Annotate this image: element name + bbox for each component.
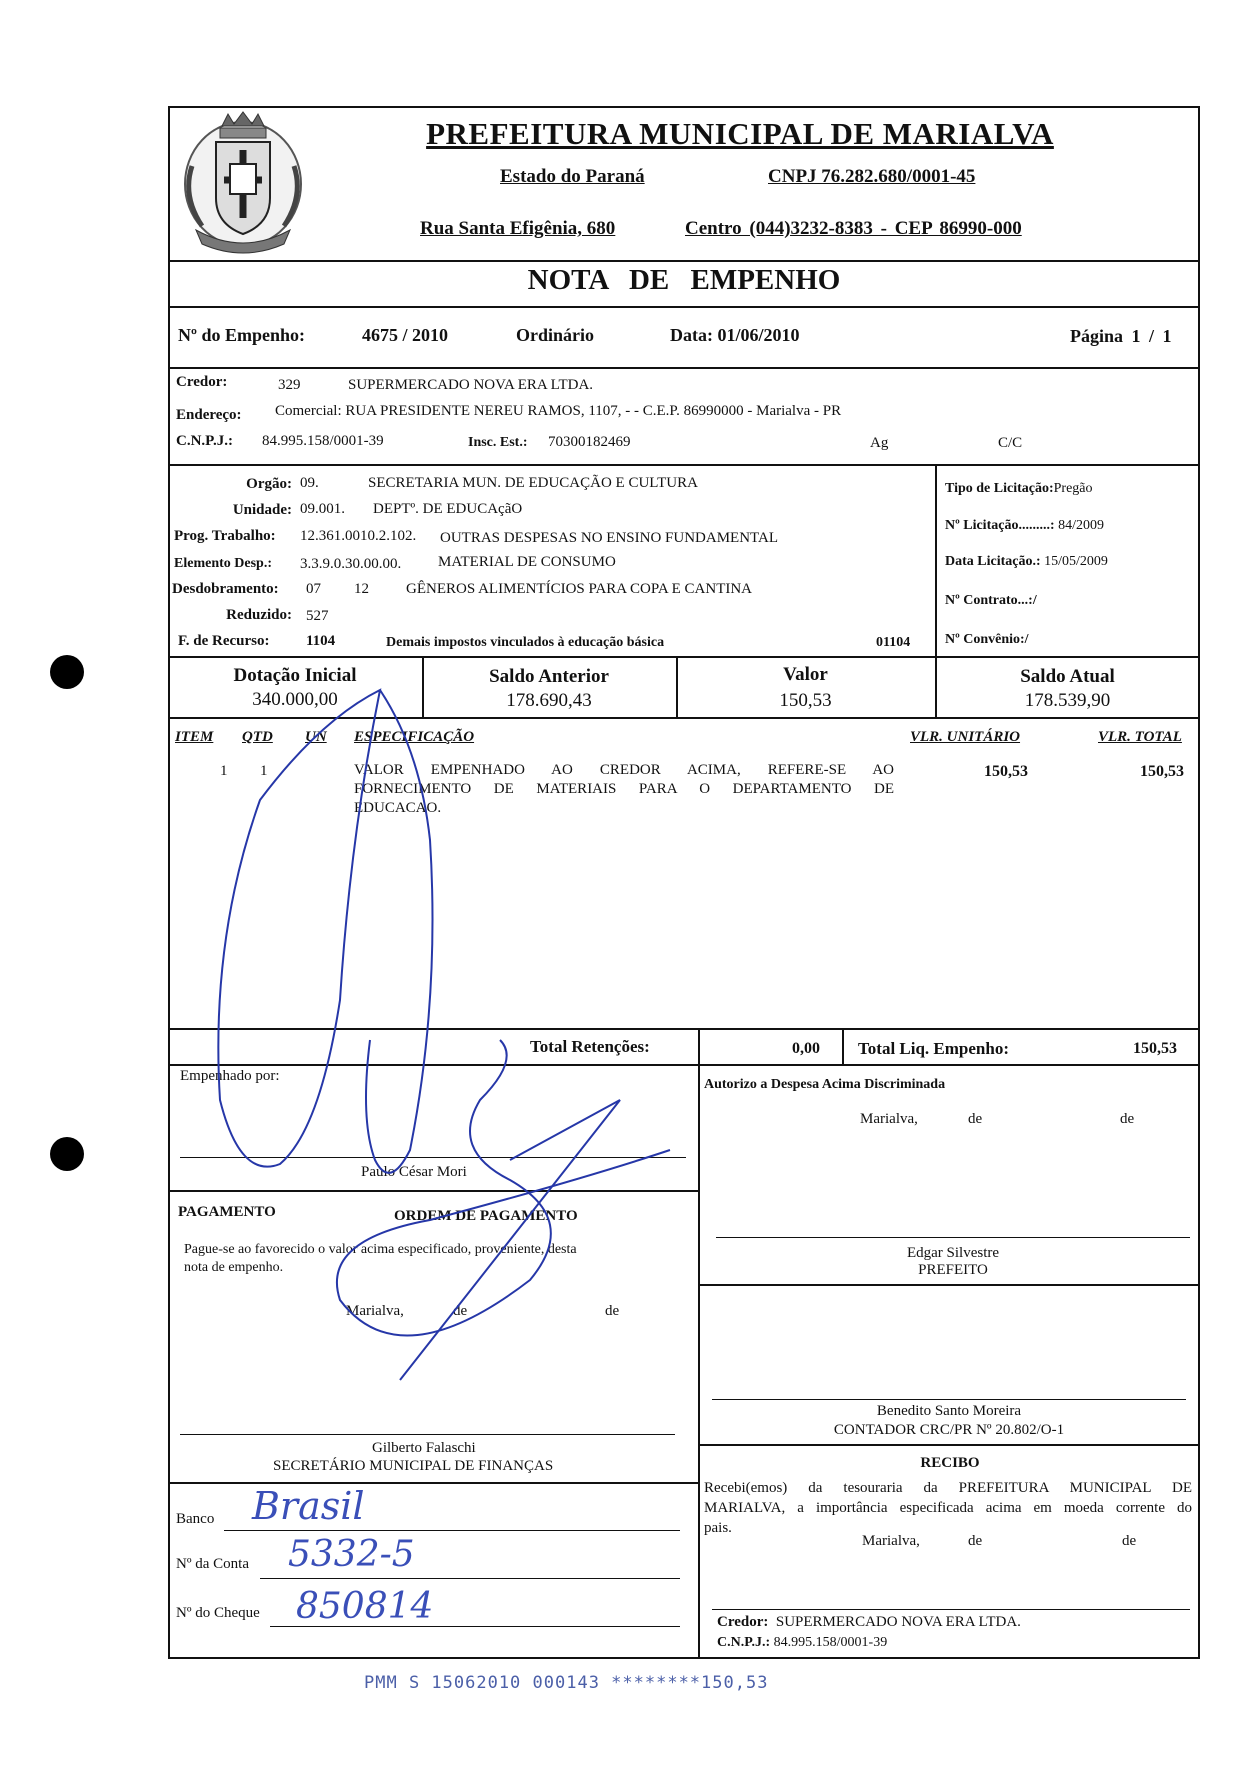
item-spec-line3: EDUCACAO.: [354, 800, 442, 816]
autorizo-de2: de: [1120, 1111, 1135, 1127]
contador-name: Benedito Santo Moreira: [876, 1403, 1022, 1419]
unidade-code: 09.001.: [300, 501, 345, 517]
recurso-number: 01104: [876, 635, 911, 650]
insc-label: Insc. Est.:: [468, 435, 528, 450]
divider: [168, 1482, 698, 1484]
recibo-cnpj-value: 84.995.158/0001-39: [773, 1635, 888, 1650]
autorizo-place: Marialva,: [860, 1111, 918, 1127]
desdobramento-name: GÊNEROS ALIMENTÍCIOS PARA COPA E CANTINA: [406, 581, 753, 597]
col-item: ITEM: [175, 729, 214, 745]
recibo-cnpj: [717, 1635, 887, 1651]
credor-code: 329: [278, 377, 301, 393]
contador-role: CONTADOR CRC/PR Nº 20.802/O-1: [833, 1422, 1065, 1438]
item-number: 1: [220, 763, 228, 779]
banco-value: Brasil: [252, 1484, 365, 1528]
desdobramento-label: Desdobramento:: [172, 581, 279, 597]
signature-scribble-icon: [200, 680, 680, 1440]
pagamento-text-line1: Pague-se ao favorecido o valor acima especificado, proveniente, desta: [184, 1242, 577, 1257]
pagamento-label: PAGAMENTO: [178, 1204, 276, 1220]
recurso-name: Demais impostos vinculados à educação básica: [386, 635, 665, 650]
signature-line: [712, 1399, 1186, 1400]
divider: [698, 1444, 1200, 1446]
item-spec-line2: FORNECIMENTO DE MATERIAIS PARA O DEPARTAMENTO DE: [354, 781, 894, 797]
signature-line: [716, 1237, 1190, 1238]
signature-line: [712, 1609, 1190, 1610]
banco-label: Banco: [176, 1511, 215, 1527]
tipo-licitacao-label: [945, 481, 1093, 497]
divider: [168, 306, 1200, 308]
orgao-name: SECRETARIA MUN. DE EDUCAÇÃO E CULTURA: [368, 475, 698, 491]
recibo-text-line2: MARIALVA, a importância especificada acima em moeda corrente do: [704, 1500, 1192, 1516]
divider: [842, 1028, 844, 1064]
col-total-value: VLR. TOTAL: [1098, 729, 1182, 745]
punch-hole-bottom: [50, 1137, 84, 1171]
cnpj-header: CNPJ 76.282.680/0001-45: [768, 166, 976, 187]
recibo-title: RECIBO: [920, 1455, 980, 1471]
pagamento-text-line2: nota de empenho.: [184, 1260, 284, 1275]
valor-label: Valor: [783, 664, 828, 685]
document-title: NOTA DE EMPENHO: [527, 264, 841, 296]
autorizo-de1: de: [968, 1111, 983, 1127]
credor-label: Credor:: [176, 374, 228, 390]
empenho-date: Data: 01/06/2010: [670, 325, 800, 345]
valor-value: 150,53: [779, 690, 832, 711]
pagamento-de1: de: [453, 1303, 468, 1319]
divider: [698, 1028, 700, 1659]
liq-empenho-value: 150,53: [1133, 1040, 1177, 1057]
saldo-atual-label: Saldo Atual: [1020, 666, 1115, 687]
divider: [935, 464, 937, 658]
divider: [698, 1284, 1200, 1286]
recibo-text-line3: pais.: [704, 1520, 732, 1536]
field-line: [224, 1530, 680, 1531]
recurso-code: 1104: [306, 633, 336, 649]
recibo-credor: [717, 1614, 1021, 1631]
empenho-number-label: Nº do Empenho:: [178, 325, 305, 345]
reduzido-label: Reduzido:: [226, 607, 292, 623]
ordem-pagamento-label: ORDEM DE PAGAMENTO: [394, 1208, 578, 1224]
col-unit-value: VLR. UNITÁRIO: [910, 729, 1021, 745]
recibo-place: Marialva,: [862, 1533, 920, 1549]
tipo-licitacao-value: Pregão: [1053, 481, 1093, 496]
recibo-de2: de: [1122, 1533, 1137, 1549]
dotacao-inicial-value: 340.000,00: [252, 689, 338, 710]
saldo-anterior-value: 178.690,43: [506, 690, 592, 711]
elemento-label: Elemento Desp.:: [174, 556, 272, 571]
pagamento-place: Marialva,: [346, 1303, 404, 1319]
item-spec-line1: VALOR EMPENHADO AO CREDOR ACIMA, REFERE-SE AO: [354, 762, 894, 778]
empenho-number: 4675 / 2010: [362, 325, 449, 345]
municipality-title: PREFEITURA MUNICIPAL DE MARIALVA: [426, 116, 1054, 151]
prog-name: OUTRAS DESPESAS NO ENSINO FUNDAMENTAL: [440, 530, 778, 546]
conta-label: Nº da Conta: [176, 1556, 249, 1572]
divider: [168, 367, 1200, 369]
desdobramento-a: 07: [306, 581, 321, 597]
contact-info: Centro (044)3232-8383 - CEP 86990-000: [685, 218, 1022, 239]
item-unit-value: 150,53: [984, 763, 1028, 780]
divider: [168, 656, 1200, 658]
col-qtd: QTD: [242, 729, 273, 745]
contrato-label: Nº Contrato...:/: [945, 593, 1037, 608]
data-licitacao-value: 15/05/2009: [1044, 554, 1108, 569]
convenio-label: Nº Convênio:/: [945, 632, 1029, 647]
elemento-code: 3.3.9.0.30.00.00.: [300, 556, 402, 572]
recibo-de1: de: [968, 1533, 983, 1549]
autorizo-label: Autorizo a Despesa Acima Discriminada: [704, 1077, 946, 1092]
desdobramento-b: 12: [354, 581, 369, 597]
credor-address: Comercial: RUA PRESIDENTE NEREU RAMOS, 1107, - - C.E.P. 86990000 - Marialva - PR: [275, 403, 842, 419]
prog-code: 12.361.0010.2.102.: [300, 528, 417, 544]
address-label: Endereço:: [176, 407, 242, 423]
col-un: UN: [305, 729, 327, 745]
credor-cnpj: 84.995.158/0001-39: [262, 433, 384, 449]
state-name: Estado do Paraná: [500, 166, 645, 187]
item-total-value: 150,53: [1140, 763, 1184, 780]
col-spec: ESPECIFICAÇÃO: [354, 729, 475, 745]
cheque-value: 850814: [296, 1586, 434, 1627]
prefeito-role: PREFEITO: [918, 1262, 988, 1278]
coat-of-arms-icon: [172, 106, 314, 256]
street-address: Rua Santa Efigênia, 680: [420, 218, 616, 239]
orgao-label: Orgão:: [246, 476, 292, 492]
data-licitacao-label-text: Data Licitação.:: [945, 554, 1041, 569]
unidade-label: Unidade:: [232, 502, 292, 518]
conta-value: 5332-5: [288, 1534, 415, 1575]
num-licitacao-label: [945, 518, 1104, 534]
recibo-text-line1: Recebi(emos) da tesouraria da PREFEITURA MUNICIPAL DE: [704, 1480, 1192, 1496]
prefeito-name: Edgar Silvestre: [906, 1245, 1000, 1261]
recibo-credor-name: SUPERMERCADO NOVA ERA LTDA.: [775, 1614, 1021, 1630]
unidade-name: DEPTº. DE EDUCAçãO: [373, 501, 523, 517]
item-qty: 1: [260, 763, 268, 779]
recibo-cnpj-label: C.N.P.J.:: [717, 1635, 771, 1650]
saldo-anterior-label: Saldo Anterior: [489, 666, 609, 687]
insc-value: 70300182469: [548, 434, 631, 450]
cc-label: C/C: [998, 435, 1023, 451]
payment-stamp: PMM S 15062010 000143 ********150,53: [364, 1673, 769, 1693]
empenho-type: Ordinário: [516, 325, 595, 345]
num-licitacao-label-text: Nº Licitação.........:: [945, 518, 1055, 533]
credor-name: SUPERMERCADO NOVA ERA LTDA.: [348, 377, 594, 393]
empenhado-name: Paulo César Mori: [361, 1164, 467, 1180]
secretario-name: Gilberto Falaschi: [372, 1440, 476, 1456]
secretario-role: SECRETÁRIO MUNICIPAL DE FINANÇAS: [273, 1458, 554, 1474]
liq-empenho-label: Total Liq. Empenho:: [858, 1039, 1009, 1058]
prog-label: Prog. Trabalho:: [174, 528, 276, 544]
saldo-atual-value: 178.539,90: [1024, 690, 1111, 711]
tipo-licitacao-label-text: Tipo de Licitação:: [945, 481, 1054, 496]
data-licitacao-label: [945, 554, 1108, 570]
cnpj-label: C.N.P.J.:: [176, 433, 233, 449]
num-licitacao-value: 84/2009: [1058, 518, 1104, 533]
elemento-name: MATERIAL DE CONSUMO: [438, 554, 616, 570]
orgao-code: 09.: [300, 475, 319, 491]
reduzido-value: 527: [306, 608, 329, 624]
ag-label: Ag: [870, 435, 889, 451]
divider: [168, 260, 1200, 262]
dotacao-inicial-label: Dotação Inicial: [233, 665, 357, 686]
retencoes-value: 0,00: [792, 1040, 820, 1057]
recurso-label: F. de Recurso:: [178, 633, 270, 649]
page-number: Página 1 / 1: [1070, 326, 1172, 346]
field-line: [260, 1578, 680, 1579]
retencoes-label: Total Retenções:: [530, 1037, 650, 1056]
pagamento-de2: de: [605, 1303, 620, 1319]
cheque-label: Nº do Cheque: [176, 1605, 260, 1621]
punch-hole-top: [50, 655, 84, 689]
divider: [168, 464, 1200, 466]
recibo-credor-label: Credor:: [717, 1614, 769, 1630]
empenhado-label: Empenhado por:: [180, 1068, 280, 1084]
